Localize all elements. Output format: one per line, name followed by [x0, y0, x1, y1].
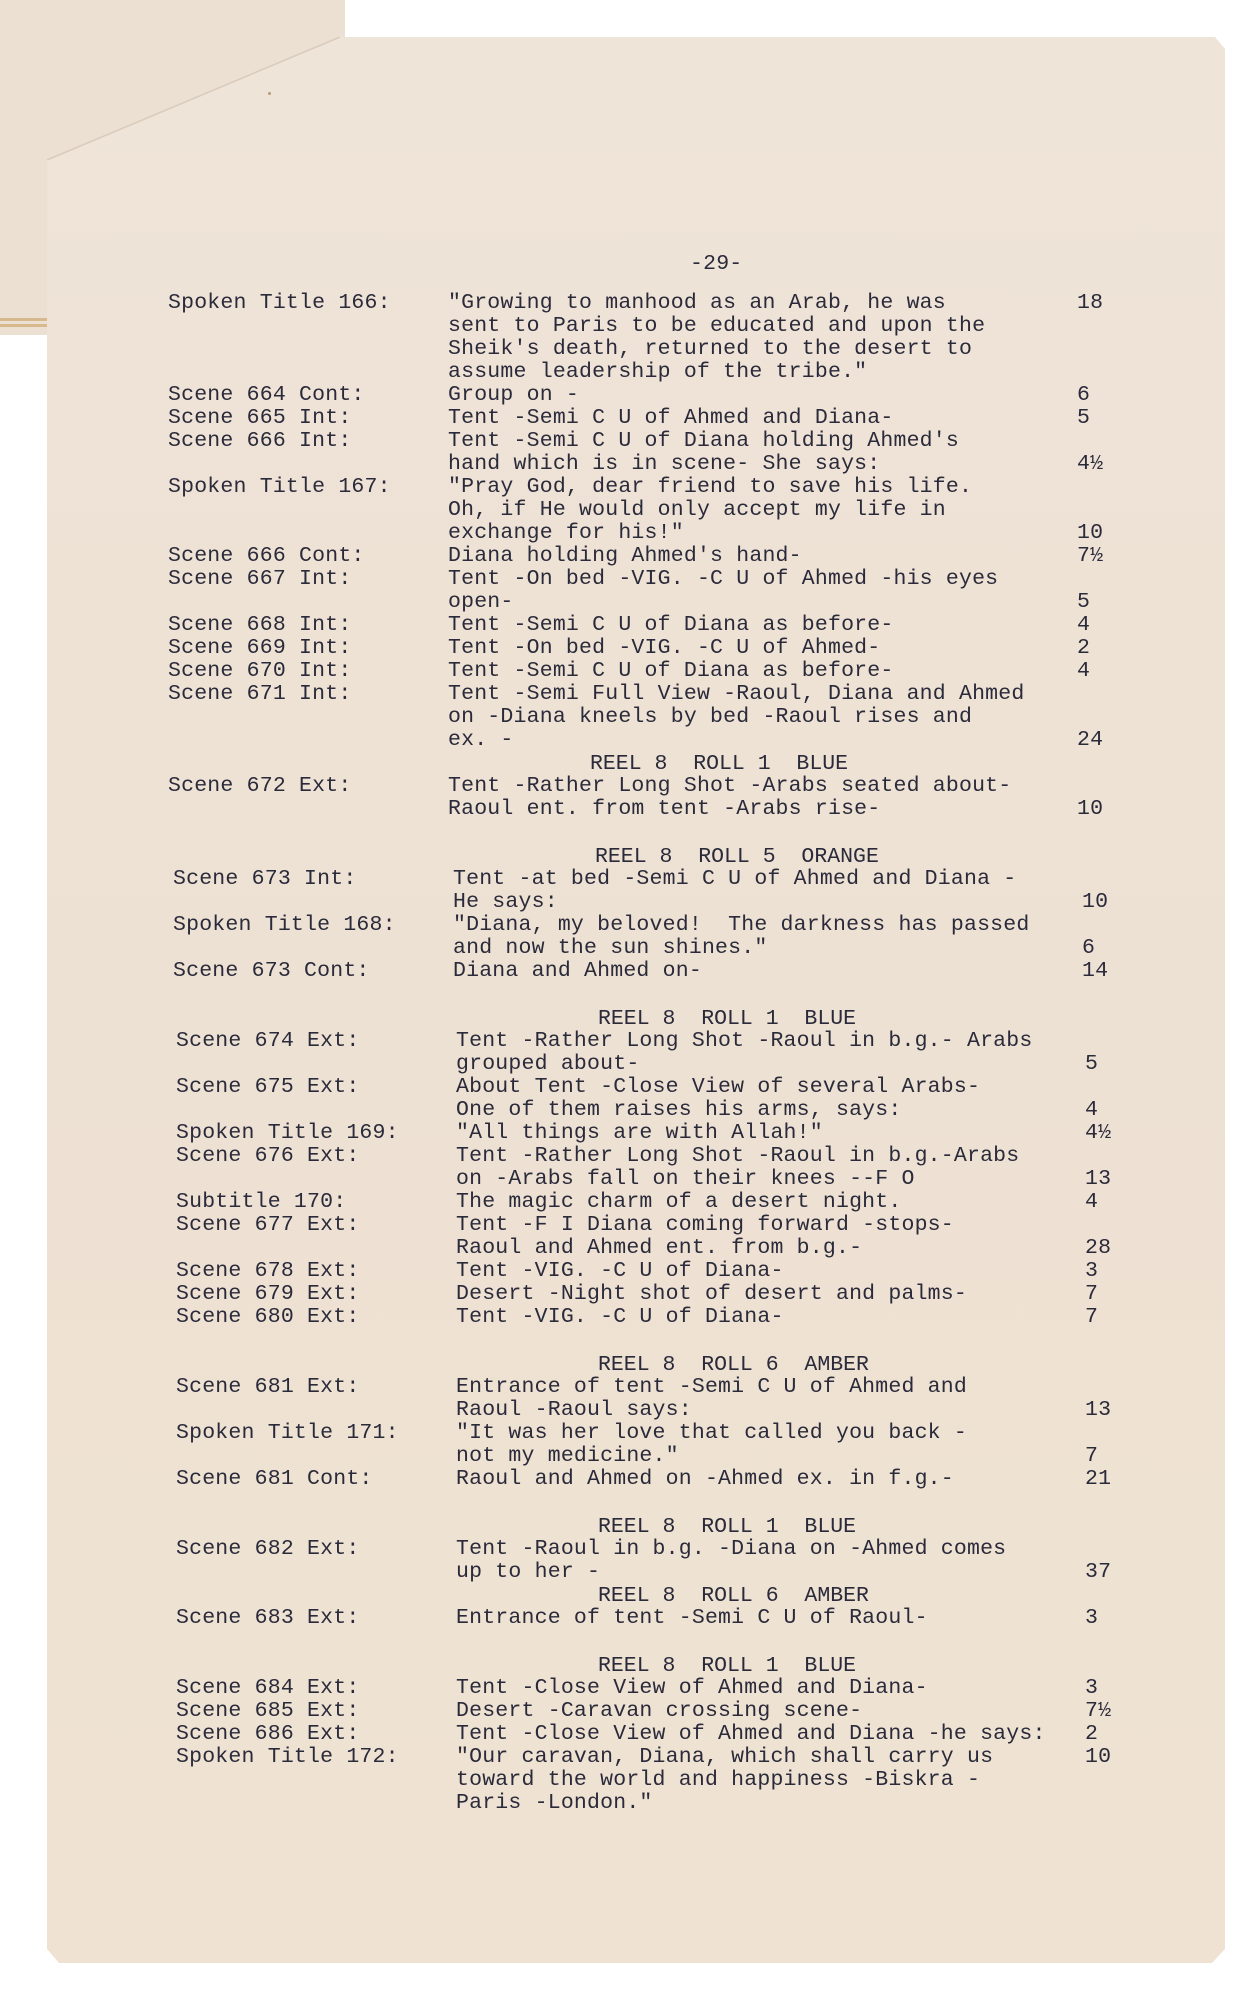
scene-description-line: Tent -On bed -VIG. -C U of Ahmed -his eyes [448, 567, 999, 591]
scene-label: Scene 681 Ext: [176, 1375, 360, 1399]
footage-count: 7 [1085, 1305, 1099, 1329]
footage-count: 3 [1085, 1606, 1099, 1630]
scene-description-line: "Pray God, dear friend to save his life. [448, 475, 973, 499]
scene-label: Scene 679 Ext: [176, 1282, 360, 1306]
scene-label: Scene 683 Ext: [176, 1606, 360, 1630]
reel-roll-heading: REEL 8 ROLL 1 BLUE [598, 1007, 857, 1031]
scene-label: Scene 684 Ext: [176, 1676, 360, 1700]
scene-description-line: Desert -Caravan crossing scene- [456, 1699, 863, 1723]
scene-description-line: Tent -Close View of Ahmed and Diana- [456, 1676, 928, 1700]
footage-count: 5 [1077, 590, 1091, 614]
scene-description-line: grouped about- [456, 1052, 640, 1076]
footage-count: 10 [1077, 521, 1104, 545]
scene-label: Spoken Title 166: [168, 291, 391, 315]
scene-label: Scene 665 Int: [168, 406, 352, 430]
footage-count: 5 [1085, 1052, 1099, 1076]
footage-count: 4½ [1085, 1121, 1112, 1145]
scene-label: Spoken Title 169: [176, 1121, 399, 1145]
scene-description-line: and now the sun shines." [453, 936, 768, 960]
scene-description-line: Tent -Rather Long Shot -Raoul in b.g.- Arabs [456, 1029, 1033, 1053]
footage-count: 3 [1085, 1676, 1099, 1700]
footage-count: 7½ [1085, 1699, 1112, 1723]
scene-description-line: Tent -VIG. -C U of Diana- [456, 1305, 784, 1329]
scene-description-line: Raoul ent. from tent -Arabs rise- [448, 797, 881, 821]
footage-count: 10 [1082, 890, 1109, 914]
footage-count: 10 [1077, 797, 1104, 821]
scene-description-line: Raoul and Ahmed on -Ahmed ex. in f.g.- [456, 1467, 954, 1491]
footage-count: 5 [1077, 406, 1091, 430]
scene-label: Scene 680 Ext: [176, 1305, 360, 1329]
footage-count: 2 [1077, 636, 1091, 660]
reel-roll-heading: REEL 8 ROLL 1 BLUE [598, 1515, 857, 1539]
scene-description-line: hand which is in scene- She says: [448, 452, 881, 476]
scene-description-line: Tent -Semi C U of Diana holding Ahmed's [448, 429, 959, 453]
scene-description-line: Desert -Night shot of desert and palms- [456, 1282, 967, 1306]
scene-description-line: Group on - [448, 383, 580, 407]
scene-description-line: Tent -F I Diana coming forward -stops- [456, 1213, 954, 1237]
scene-label: Scene 677 Ext: [176, 1213, 360, 1237]
scene-label: Scene 664 Cont: [168, 383, 365, 407]
footage-count: 13 [1085, 1398, 1112, 1422]
scene-label: Scene 678 Ext: [176, 1259, 360, 1283]
footage-count: 14 [1082, 959, 1109, 983]
scene-description-line: Diana and Ahmed on- [453, 959, 702, 983]
scene-description-line: One of them raises his arms, says: [456, 1098, 902, 1122]
scene-description-line: Tent -Close View of Ahmed and Diana -he says: [456, 1722, 1046, 1746]
scene-description-line: "Diana, my beloved! The darkness has passed [453, 913, 1030, 937]
footage-count: 4 [1077, 659, 1091, 683]
paper-mark [268, 92, 271, 95]
scene-label: Spoken Title 168: [173, 913, 396, 937]
scene-label: Subtitle 170: [176, 1190, 347, 1214]
scene-description-line: open- [448, 590, 514, 614]
scene-description-line: Raoul -Raoul says: [456, 1398, 692, 1422]
scene-description-line: exchange for his!" [448, 521, 684, 545]
scene-description-line: toward the world and happiness -Biskra - [456, 1768, 981, 1792]
scene-description-line: up to her - [456, 1560, 601, 1584]
footage-count: 10 [1085, 1745, 1112, 1769]
scene-description-line: Tent -VIG. -C U of Diana- [456, 1259, 784, 1283]
scene-description-line: He says: [453, 890, 558, 914]
scene-label: Scene 671 Int: [168, 682, 352, 706]
footage-count: 37 [1085, 1560, 1112, 1584]
scene-label: Scene 673 Cont: [173, 959, 370, 983]
reel-roll-heading: REEL 8 ROLL 6 AMBER [598, 1353, 869, 1377]
scene-description-line: "Our caravan, Diana, which shall carry us [456, 1745, 994, 1769]
scene-description-line: Tent -Semi C U of Diana as before- [448, 659, 894, 683]
scene-description-line: Entrance of tent -Semi C U of Raoul- [456, 1606, 928, 1630]
scene-description-line: Paris -London." [456, 1791, 653, 1815]
footage-count: 4 [1085, 1190, 1099, 1214]
scene-label: Scene 666 Cont: [168, 544, 365, 568]
footage-count: 2 [1085, 1722, 1099, 1746]
scene-label: Scene 669 Int: [168, 636, 352, 660]
scene-description-line: sent to Paris to be educated and upon the [448, 314, 986, 338]
page-number: -29- [690, 252, 743, 276]
scene-description-line: "It was her love that called you back - [456, 1421, 967, 1445]
scene-description-line: Oh, if He would only accept my life in [448, 498, 946, 522]
scene-description-line: Tent -On bed -VIG. -C U of Ahmed- [448, 636, 881, 660]
footage-count: 28 [1085, 1236, 1112, 1260]
footage-count: 4½ [1077, 452, 1104, 476]
footage-count: 24 [1077, 728, 1104, 752]
footage-count: 3 [1085, 1259, 1099, 1283]
scene-description-line: Tent -Raoul in b.g. -Diana on -Ahmed comes [456, 1537, 1007, 1561]
scene-description-line: "Growing to manhood as an Arab, he was [448, 291, 946, 315]
scene-description-line: not my medicine." [456, 1444, 679, 1468]
reel-roll-heading: REEL 8 ROLL 1 BLUE [590, 752, 849, 776]
scene-description-line: Raoul and Ahmed ent. from b.g.- [456, 1236, 863, 1260]
scene-label: Scene 666 Int: [168, 429, 352, 453]
scene-label: Scene 682 Ext: [176, 1537, 360, 1561]
footage-count: 18 [1077, 291, 1104, 315]
footage-count: 6 [1082, 936, 1096, 960]
footage-count: 6 [1077, 383, 1091, 407]
scene-label: Scene 674 Ext: [176, 1029, 360, 1053]
reel-roll-heading: REEL 8 ROLL 5 ORANGE [595, 845, 879, 869]
scene-description-line: "All things are with Allah!" [456, 1121, 823, 1145]
scene-description-line: ex. - [448, 728, 514, 752]
scene-label: Spoken Title 172: [176, 1745, 399, 1769]
scene-description-line: Tent -Rather Long Shot -Arabs seated about- [448, 774, 1012, 798]
scene-label: Scene 673 Int: [173, 867, 357, 891]
scene-label: Scene 667 Int: [168, 567, 352, 591]
scene-label: Scene 681 Cont: [176, 1467, 373, 1491]
footage-count: 7½ [1077, 544, 1104, 568]
scene-label: Scene 668 Int: [168, 613, 352, 637]
scene-description-line: Entrance of tent -Semi C U of Ahmed and [456, 1375, 967, 1399]
scene-description-line: assume leadership of the tribe." [448, 360, 868, 384]
footage-count: 13 [1085, 1167, 1112, 1191]
scene-description-line: Tent -at bed -Semi C U of Ahmed and Diana - [453, 867, 1017, 891]
scene-description-line: Tent -Semi C U of Ahmed and Diana- [448, 406, 894, 430]
scene-label: Scene 676 Ext: [176, 1144, 360, 1168]
scene-description-line: The magic charm of a desert night. [456, 1190, 902, 1214]
reel-roll-heading: REEL 8 ROLL 1 BLUE [598, 1654, 857, 1678]
footage-count: 4 [1085, 1098, 1099, 1122]
scene-label: Spoken Title 167: [168, 475, 391, 499]
scene-description-line: About Tent -Close View of several Arabs- [456, 1075, 981, 1099]
scene-description-line: on -Arabs fall on their knees --F O [456, 1167, 915, 1191]
scene-label: Scene 670 Int: [168, 659, 352, 683]
scene-label: Spoken Title 171: [176, 1421, 399, 1445]
scene-label: Scene 685 Ext: [176, 1699, 360, 1723]
scene-label: Scene 672 Ext: [168, 774, 352, 798]
scene-description-line: on -Diana kneels by bed -Raoul rises and [448, 705, 973, 729]
footage-count: 7 [1085, 1282, 1099, 1306]
footage-count: 7 [1085, 1444, 1099, 1468]
scene-description-line: Tent -Rather Long Shot -Raoul in b.g.-Arabs [456, 1144, 1020, 1168]
scene-description-line: Tent -Semi Full View -Raoul, Diana and Ahmed [448, 682, 1025, 706]
scene-label: Scene 675 Ext: [176, 1075, 360, 1099]
footage-count: 21 [1085, 1467, 1112, 1491]
scene-description-line: Diana holding Ahmed's hand- [448, 544, 802, 568]
scene-label: Scene 686 Ext: [176, 1722, 360, 1746]
footage-count: 4 [1077, 613, 1091, 637]
scene-description-line: Sheik's death, returned to the desert to [448, 337, 973, 361]
reel-roll-heading: REEL 8 ROLL 6 AMBER [598, 1584, 869, 1608]
scene-description-line: Tent -Semi C U of Diana as before- [448, 613, 894, 637]
